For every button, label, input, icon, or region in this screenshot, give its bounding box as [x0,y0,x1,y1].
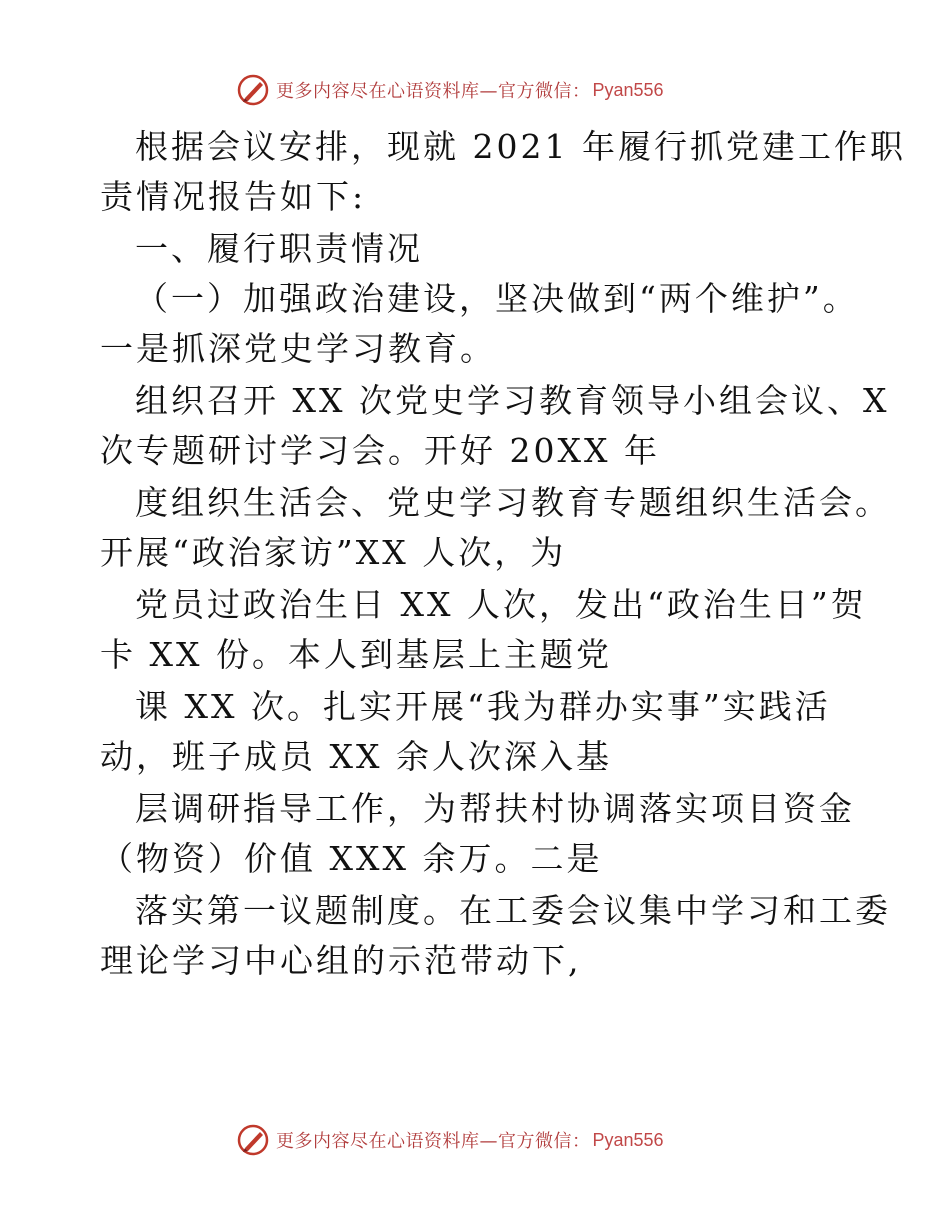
body-line: 度组织生活会、党史学习教育专题组织生活会。 [135,483,891,522]
watermark-footer [236,1122,756,1158]
watermark-text: 更多内容尽在心语资料库—官方微信： [276,81,591,102]
section-heading: 一、履行职责情况 [135,229,423,268]
body-line: 次专题研讨学习会。开好 20XX 年 [100,431,660,470]
body-line: 责情况报告如下: [100,177,367,216]
body-line: 落实第一议题制度。在工委会议集中学习和工委 [135,891,891,930]
body-line: 理论学习中心组的示范带动下, [100,941,582,980]
body-line: 开展“政治家访”XX 人次，为 [100,533,567,572]
body-line: 组织召开 XX 次党史学习教育领导小组会议、X [135,381,890,420]
body-line: 根据会议安排，现就 2021 年履行抓党建工作职 [135,127,906,166]
pen-logo-icon [236,73,270,107]
body-line: 动，班子成员 XX 余人次深入基 [100,737,612,776]
body-line: 党员过政治生日 XX 人次，发出“政治生日”贺 [135,585,867,624]
pen-logo-icon [236,1123,270,1157]
body-line: 一是抓深党史学习教育。 [100,329,496,368]
watermark-wechat-id: Pyan556 [592,1129,664,1150]
body-line: 卡 XX 份。本人到基层上主题党 [100,635,612,674]
body-line: （物资）价值 XXX 余万。二是 [100,839,603,878]
watermark-header [236,72,756,108]
body-line: 层调研指导工作，为帮扶村协调落实项目资金 [135,789,855,828]
document-body [100,122,906,986]
subsection-heading: （一）加强政治建设，坚决做到“两个维护”。 [135,279,859,318]
watermark-text: 更多内容尽在心语资料库—官方微信： [276,1131,591,1152]
watermark-wechat-id: Pyan556 [592,79,664,100]
body-line: 课 XX 次。扎实开展“我为群办实事”实践活 [135,687,831,726]
